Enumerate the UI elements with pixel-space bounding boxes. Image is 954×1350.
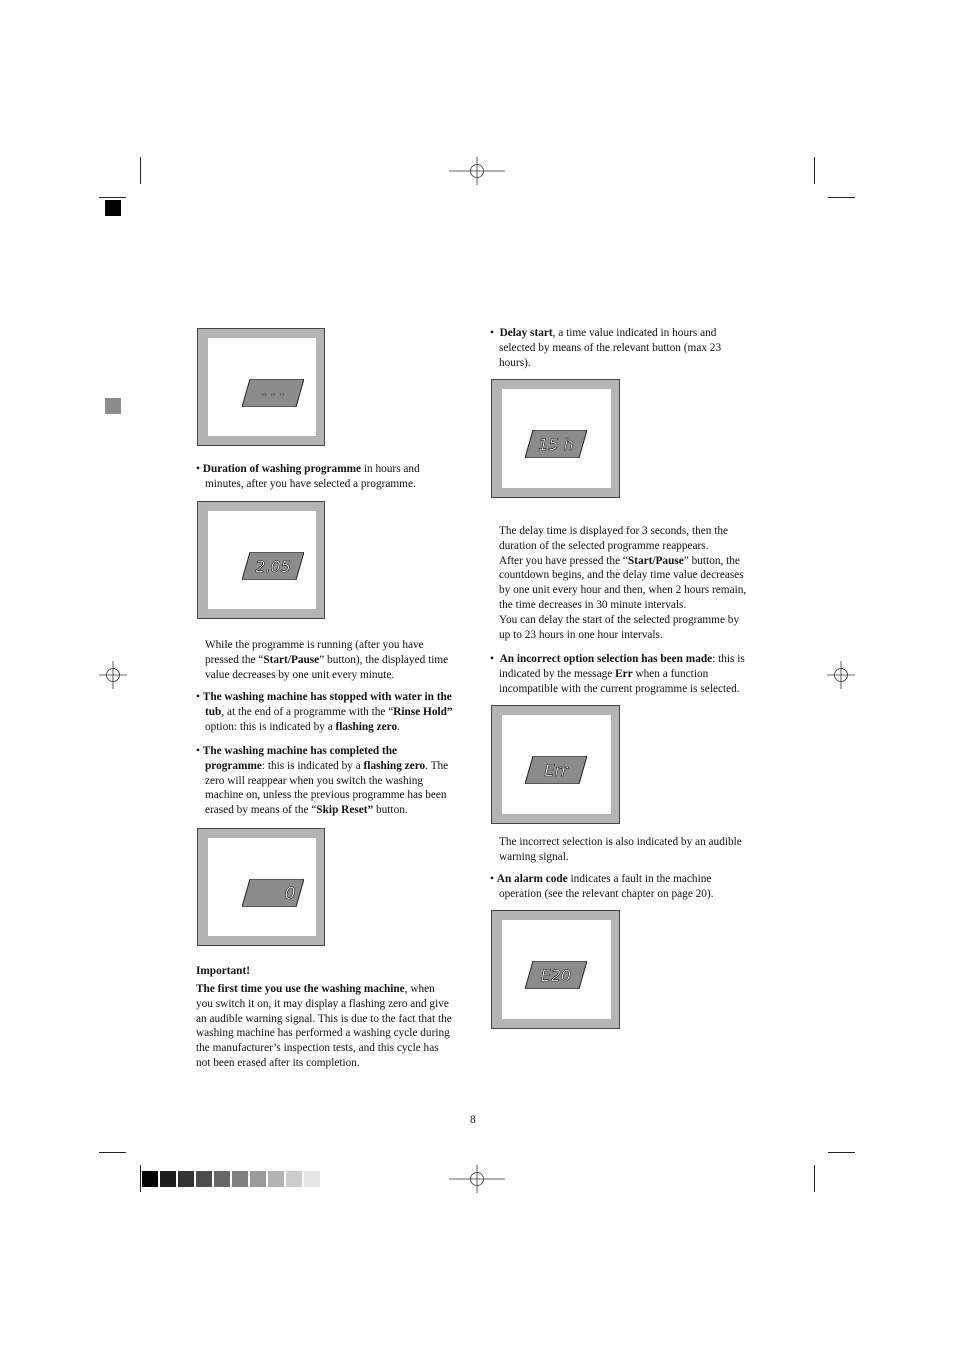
- color-swatch: [214, 1171, 230, 1187]
- crop-mark: [140, 1165, 141, 1192]
- lcd-display: [525, 430, 587, 458]
- duration-title: Duration of washing programme: [202, 463, 362, 475]
- display-panel-blank: [197, 328, 325, 446]
- color-swatch: [178, 1171, 194, 1187]
- color-swatch: [232, 1171, 248, 1187]
- stopped-paragraph: • The washing machine has stopped with water in the tub, at the end of a programme with the “Rinse Hold” option: this is indicated by a flashing zero.: [196, 691, 453, 733]
- display-panel-delay: [491, 379, 620, 498]
- black-marker-square: [105, 200, 121, 216]
- delay-info-paragraph: The delay time is displayed for 3 seconds, then the duration of the selected programme reappears. After you have pressed the “Start/Pause” button, the countdown begins, and the delay time value decreases by one unit every hour and then, when 2 hours remain, the time decreases in 30 minute intervals. You can delay the start of the selected programme by up to 23 hours in one hour intervals.: [499, 525, 747, 641]
- lcd-text: Err: [544, 761, 568, 780]
- crop-mark: [814, 1165, 815, 1192]
- page-number: 8: [470, 1114, 476, 1126]
- lcd-text: 2.05: [255, 557, 291, 576]
- crop-mark: [99, 1152, 126, 1153]
- lcd-display: [242, 379, 304, 407]
- lcd-display: [242, 552, 304, 580]
- lcd-text: 15 h: [538, 435, 574, 454]
- registration-target-icon: [99, 661, 127, 689]
- display-panel-alarm: [491, 910, 620, 1029]
- color-swatch: [286, 1171, 302, 1187]
- lcd-text: 0: [284, 884, 296, 904]
- color-swatch: [196, 1171, 212, 1187]
- incorrect-info-paragraph: The incorrect selection is also indicated by an audible warning signal.: [499, 836, 742, 863]
- crop-mark: [99, 197, 126, 198]
- color-swatch: [250, 1171, 266, 1187]
- crop-mark: [140, 157, 141, 184]
- lcd-text: - - -: [261, 387, 285, 402]
- crop-mark: [828, 1152, 855, 1153]
- color-swatch: [142, 1171, 158, 1187]
- crop-mark: [828, 197, 855, 198]
- color-swatch: [268, 1171, 284, 1187]
- color-swatch: [160, 1171, 176, 1187]
- incorrect-paragraph: • An incorrect option selection has been made: this is indicated by the message Err when a function incompatible with the current programme is selected.: [490, 653, 745, 695]
- running-paragraph: While the programme is running (after you have pressed the “Start/Pause” button), the displayed time value decreases by one unit every minute.: [205, 639, 449, 681]
- duration-paragraph: • Duration of washing programme in hours and minutes, after you have selected a programme.: [196, 463, 420, 490]
- display-panel-zero: [197, 828, 325, 946]
- lcd-text: E20: [540, 966, 572, 985]
- delay-paragraph: • Delay start, a time value indicated in hours and selected by means of the relevant button (max 23 hours).: [490, 327, 722, 369]
- registration-target-icon: [449, 1165, 505, 1193]
- lcd-display: [525, 961, 587, 989]
- grey-marker-square: [105, 398, 121, 414]
- completed-paragraph: • The washing machine has completed the programme: this is indicated by a flashing zero. The zero will reappear when you switch the washing machine on, unless the previous programme has been erased by means of the “Skip Reset” button.: [196, 745, 449, 817]
- lcd-display: [525, 756, 587, 784]
- display-panel-duration: [197, 501, 325, 619]
- lcd-display: [242, 879, 304, 907]
- registration-target-icon: [449, 157, 505, 185]
- registration-target-icon: [827, 661, 855, 689]
- important-heading: Important!: [196, 965, 250, 977]
- display-panel-error: [491, 705, 620, 824]
- alarm-paragraph: • An alarm code indicates a fault in the machine operation (see the relevant chapter on page 20).: [490, 873, 714, 900]
- color-swatch: [304, 1171, 320, 1187]
- important-paragraph: The first time you use the washing machine, when you switch it on, it may display a flashing zero and give an audible warning signal. This is due to the fact that the washing machine has performed a washing cycle during the manufacturer’s inspection tests, and this cycle has not been erased after its completion.: [196, 983, 452, 1069]
- crop-mark: [814, 157, 815, 184]
